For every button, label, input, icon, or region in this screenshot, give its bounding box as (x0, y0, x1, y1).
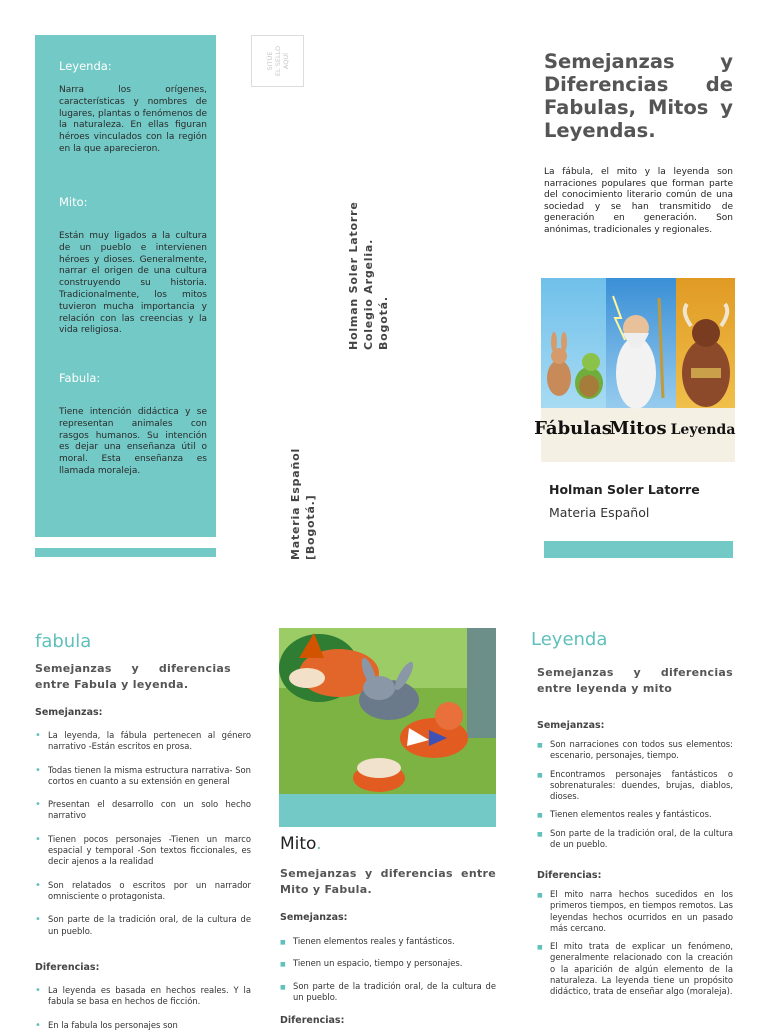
leyenda-diferencias-label: Diferencias: (537, 870, 602, 881)
leyenda-semejanzas-label: Semejanzas: (537, 720, 605, 731)
list-item: ■ El mito narra hechos sucedidos en los primeros tiempos, en tiempos remotos. Las leyendas hechos ocurridos en un pasado más cercano. (537, 889, 733, 934)
leyenda-description: Narra los orígenes, características y nombres de lugares, plantas o fenómenos de la naturaleza. En ellas figuran héroes vinculados con la región en la que aparecieron. (59, 85, 207, 154)
list-item: • Presentan el desarrollo con un solo hecho narrativo (35, 799, 251, 822)
list-item: • La leyenda, la fábula pertenecen al género narrativo -Están escritos en prosa. (35, 730, 251, 753)
leyenda-section-title: Leyenda (531, 629, 608, 650)
list-item: • Son parte de la tradición oral, de la cultura de un pueblo. (35, 914, 251, 937)
leyenda-semejanzas-list (537, 739, 733, 850)
leyenda-section-subtitle: Semejanzas y diferencias entre leyenda y mito (537, 666, 733, 695)
cover-illustration (534, 278, 736, 462)
list-item: ■ Encontramos personajes fantásticos o sobrenaturales: duendes, brujas, diablos, dioses. (537, 769, 733, 803)
author-name: Holman Soler Latorre (549, 482, 700, 497)
mito-description: Están muy ligados a la cultura de un pueblo e intervienen héroes y dioses. Generalmente, narrar el origen de una cultura construyendo su historia. Tradicionalmente, los mitos tuvieron mucha importancia y relación con las creencias y la vida religiosa. (59, 231, 207, 336)
fable-illustration (279, 628, 496, 794)
image-word-mitos: Mitos (609, 418, 667, 439)
mito-diferencias-label: Diferencias: (280, 1015, 345, 1026)
subject-name: Materia Español (549, 505, 650, 520)
list-item: • Tienen pocos personajes -Tienen un marco espacial y temporal -Son textos ficcionales, es decir ajenos a la realidad (35, 834, 251, 868)
stamp-box (251, 35, 304, 87)
fabula-diferencias-list (35, 985, 251, 1031)
mito-heading: Mito: (59, 195, 88, 209)
mito-section-subtitle: Semejanzas y diferencias entre Mito y Fabula. (280, 867, 496, 896)
stamp-label: SITÚE EL SELLO AQUÍ (265, 45, 290, 77)
intro-paragraph: La fábula, el mito y la leyenda son narraciones populares que forman parte del conocimiento literario común de una sociedad y se han transmitido de generación en generación. Son anónimas, tradicionales y regionales. (544, 167, 733, 235)
fabula-diferencias-label: Diferencias: (35, 962, 100, 973)
mito-semejanzas-list (280, 936, 496, 1003)
fabula-section-title: fabula (35, 631, 92, 652)
fabula-heading: Fabula: (59, 371, 101, 385)
mito-section-title: Mito. (280, 834, 322, 854)
list-item: • Todas tienen la misma estructura narrativa- Son cortos en cuanto a su extensión en general (35, 765, 251, 788)
list-item: ■ Tienen elementos reales y fantásticos. (537, 809, 733, 820)
right-accent-bar (544, 541, 733, 558)
list-item: • En la fabula los personajes son (35, 1020, 251, 1031)
fabula-semejanzas-list (35, 730, 251, 937)
list-item: ■ Son parte de la tradición oral, de la cultura de un pueblo. (537, 828, 733, 851)
list-item: ■ Son parte de la tradición oral, de la cultura de un pueblo. (280, 981, 496, 1004)
info-panel (35, 35, 216, 537)
leyenda-diferencias-list (537, 889, 733, 998)
return-address: Materia Español [Bogotá.] (289, 447, 317, 560)
fabula-description: Tiene intención didáctica y se representan animales con rasgos humanos. Su intención es dejar una enseñanza útil o moral. Esta enseñanza es llamada moraleja. (59, 407, 207, 476)
list-item: ■ Tienen un espacio, tiempo y personajes. (280, 958, 496, 969)
fabula-semejanzas-label: Semejanzas: (35, 707, 103, 718)
mito-semejanzas-label: Semejanzas: (280, 912, 348, 923)
recipient-address: Holman Soler Latorre Colegio Argelia. Bogotá. (347, 201, 390, 350)
image-word-fabulas: Fábulas (534, 418, 612, 439)
list-item: ■ El mito trata de explicar un fenómeno, generalmente relacionado con la creación o la aparición de algún elemento de la naturaleza. La leyenda tiene un propósito didáctico, trata de enseñar algo (moraleja). (537, 941, 733, 997)
list-item: • Son relatados o escritos por un narrador omnisciente o protagonista. (35, 880, 251, 903)
image-word-leyenda: Leyenda (670, 422, 736, 438)
list-item: ■ Son narraciones con todos sus elementos: escenario, personajes, tiempo. (537, 739, 733, 762)
list-item: ■ Tienen elementos reales y fantásticos. (280, 936, 496, 947)
page-title: Semejanzas y Diferencias de Fabulas, Mitos y Leyendas. (544, 50, 733, 142)
left-accent-bar (35, 548, 216, 557)
fabula-section-subtitle: Semejanzas y diferencias entre Fabula y leyenda. (35, 662, 231, 691)
list-item: • La leyenda es basada en hechos reales. Y la fabula se basa en hechos de ficción. (35, 985, 251, 1008)
leyenda-heading: Leyenda: (59, 59, 112, 73)
middle-accent-bar (279, 794, 496, 827)
